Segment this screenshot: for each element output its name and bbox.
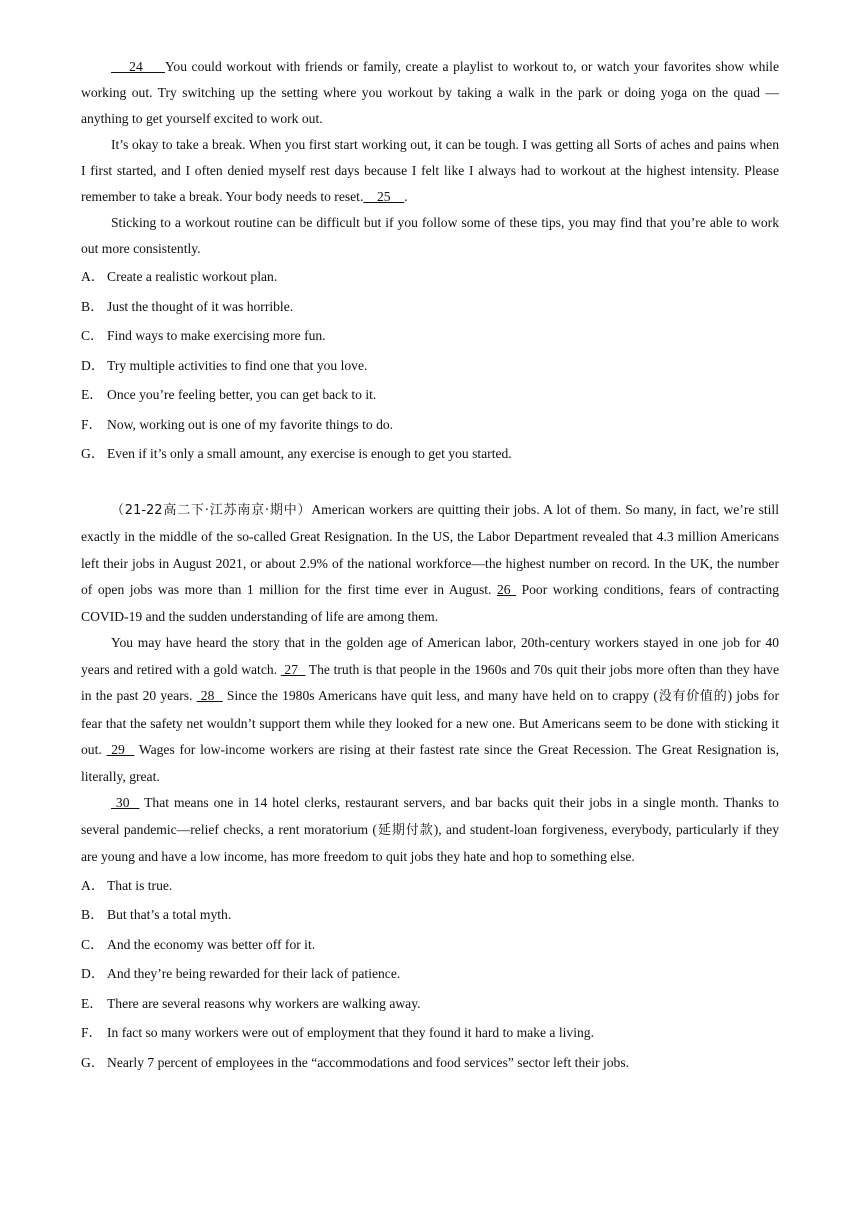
option-text: Try multiple activities to find one that you love. <box>107 357 368 373</box>
option-text: Find ways to make exercising more fun. <box>107 328 326 343</box>
paragraph-text: Since the 1980s Americans have quit less, and many have held on to crappy ( <box>222 688 658 703</box>
option-b <box>81 292 779 322</box>
option-d <box>81 351 779 381</box>
option-letter: E． <box>81 995 103 1011</box>
option-d <box>81 959 779 989</box>
option-a <box>81 871 779 901</box>
option-letter: G． <box>81 446 105 461</box>
blank-25: 25 <box>363 189 405 204</box>
paragraph-text: Wages for low-income workers are rising at their fastest rate since the Great Recession. The Great Resignation is, literally, great. <box>81 742 779 784</box>
passage-2-paragraph-1 <box>81 497 779 631</box>
blank-26: 26 <box>496 582 517 597</box>
paragraph-text-end: . <box>404 189 408 204</box>
blank-28: 28 <box>196 688 223 703</box>
option-text: Now, working out is one of my favorite things to do. <box>107 416 394 432</box>
paragraph-text: American workers are quitting their jobs. A lot of them. So many, in fact, we’re still exactly in the middle of the so-called Great Resignation. In the US, the Labor Department revealed that 4.3 million Americans left their jobs in August 2021, or about 2.9% of the national workforce—the highest number on record. In the UK, the number of open jobs was more than 1 million for the first time ever in August. <box>81 501 779 597</box>
option-letter: F． <box>81 1025 103 1040</box>
option-text: Just the thought of it was horrible. <box>107 298 294 314</box>
blank-30: 30 <box>111 795 140 810</box>
option-e <box>81 989 779 1019</box>
option-letter: D． <box>81 966 105 981</box>
option-text: And the economy was better off for it. <box>107 936 316 952</box>
option-letter: B． <box>81 907 104 922</box>
option-c <box>81 930 779 960</box>
passage-2-paragraph-3 <box>81 790 779 871</box>
options-list-2 <box>81 871 779 1078</box>
option-g <box>81 1048 779 1078</box>
option-text: In fact so many workers were out of employment that they found it hard to make a living. <box>107 1025 594 1040</box>
option-text: But that’s a total myth. <box>107 907 232 922</box>
paragraph-text: ), and student-loan forgiveness, everybody, particularly if they are young and have a low income, has more freedom to quit jobs they hate and hop to something else. <box>81 821 780 864</box>
option-letter: G． <box>81 1054 105 1070</box>
option-letter: B． <box>81 298 104 314</box>
option-letter: F． <box>81 416 103 432</box>
option-text: Even if it’s only a small amount, any exercise is enough to get you started. <box>107 446 512 461</box>
section-gap <box>81 469 779 497</box>
option-e <box>81 380 779 410</box>
option-a <box>81 262 779 292</box>
option-b <box>81 900 779 930</box>
option-text: That is true. <box>107 877 173 893</box>
paragraph-text: The truth is that people in the 1960s and 70s quit their jobs more often than they have in the past 20 years. <box>81 661 780 703</box>
option-letter: C． <box>81 328 104 343</box>
paragraph-closing <box>81 210 779 262</box>
paragraph-text: ) jobs for fear that the safety net wouldn’t support them while they looked for a new one. But Americans seem to be done with sticking it out. <box>81 688 779 757</box>
paragraph-text: Poor working conditions, fears of contracting COVID-19 and the sudden understanding of life are among them. <box>81 582 780 624</box>
options-list-1 <box>81 262 779 469</box>
option-f <box>81 410 779 440</box>
option-letter: D． <box>81 357 105 373</box>
chinese-gloss: 没有价值的 <box>657 689 728 704</box>
paragraph-text: It’s okay to take a break. When you first start working out, it can be tough. I was getting all Sorts of aches and pains when I first started, and I often denied myself rest days because I felt like I always had to workout at the highest intensity. Please remember to take a break. Your body needs to reset. <box>81 137 779 204</box>
option-text: Nearly 7 percent of employees in the “accommodations and food services” sector left their jobs. <box>107 1054 630 1070</box>
option-text: And they’re being rewarded for their lack of patience. <box>107 966 401 981</box>
option-text: Once you’re feeling better, you can get back to it. <box>107 387 377 402</box>
option-letter: E． <box>81 387 103 402</box>
option-text: There are several reasons why workers are walking away. <box>107 995 421 1011</box>
chinese-gloss: 延期付款 <box>376 822 434 838</box>
option-letter: A． <box>81 877 105 893</box>
paragraph-text: Sticking to a workout routine can be difficult but if you follow some of these tips, you may find that you’re able to work out more consistently. <box>81 215 779 256</box>
blank-29: 29 <box>106 742 135 757</box>
option-letter: C． <box>81 936 104 952</box>
paragraph-text: You may have heard the story that in the golden age of American labor, 20th-century workers stayed in one job for 40 years and retired with a gold watch. <box>81 635 779 677</box>
blank-24: 24 <box>111 59 165 74</box>
paragraph-24 <box>81 54 779 132</box>
paragraph-25 <box>81 132 779 210</box>
paragraph-text: You could workout with friends or family, create a playlist to workout to, or watch your favorites show while working out. Try switching up the setting where you workout by taking a walk in the park or doing yoga on the quad — anything to get yourself excited to work out. <box>81 59 779 126</box>
blank-27: 27 <box>280 661 306 677</box>
option-f <box>81 1018 779 1048</box>
paragraph-text: That means one in 14 hotel clerks, restaurant servers, and bar backs quit their jobs in a single month. Thanks to several pandemic—relief checks, a rent moratorium ( <box>81 795 779 837</box>
document-page <box>81 54 779 1077</box>
option-c <box>81 321 779 351</box>
option-g <box>81 439 779 469</box>
option-letter: A． <box>81 269 105 284</box>
option-text: Create a realistic workout plan. <box>107 269 278 284</box>
source-label: （21-22高二下·江苏南京·期中） <box>111 502 312 518</box>
passage-2-paragraph-2 <box>81 630 779 790</box>
